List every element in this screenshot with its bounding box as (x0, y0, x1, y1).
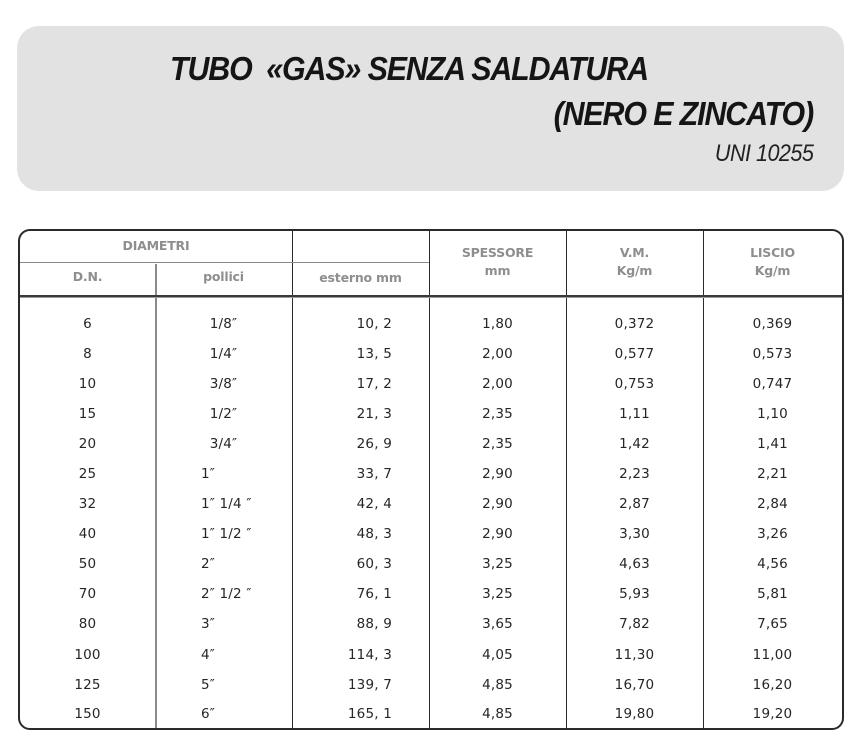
table-cell-esterno: 60, 3 (356, 556, 392, 572)
table-cell-pollici: 1″ 1/4 ″ (201, 496, 252, 512)
table-cell-vm: 1,42 (619, 436, 650, 452)
table-cell-vm: 2,23 (619, 466, 650, 482)
table-cell-pollici: 3″ (201, 616, 216, 632)
table-cell-vm: 4,63 (619, 556, 650, 572)
table-cell-dn: 70 (78, 586, 97, 602)
table-cell-liscio: 0,369 (752, 316, 793, 332)
table-cell-dn: 8 (83, 346, 92, 362)
table-cell-spessore: 2,00 (482, 346, 513, 362)
pipe-spec-table (18, 229, 844, 730)
table-cell-vm: 3,30 (619, 526, 650, 542)
table-cell-esterno: 114, 3 (347, 647, 392, 663)
table-cell-dn: 10 (78, 376, 97, 392)
table-cell-esterno: 42, 4 (356, 496, 392, 512)
table-cell-liscio: 1,41 (757, 436, 788, 452)
table-cell-dn: 150 (74, 706, 101, 722)
table-cell-spessore: 2,90 (482, 526, 513, 542)
table-cell-pollici: 1″ (201, 466, 216, 482)
table-cell-vm: 11,30 (614, 647, 655, 663)
table-cell-dn: 40 (78, 526, 97, 542)
table-cell-vm: 5,93 (619, 586, 650, 602)
table-cell-spessore: 4,85 (482, 677, 513, 693)
table-cell-liscio: 3,26 (757, 526, 788, 542)
table-cell-esterno: 13, 5 (356, 346, 392, 362)
table-cell-spessore: 3,25 (482, 556, 513, 572)
document-subtitle: (NERO E ZINCATO) (553, 95, 813, 132)
table-cell-vm: 2,87 (619, 496, 650, 512)
table-cell-dn: 15 (78, 406, 97, 422)
table-cell-liscio: 2,21 (757, 466, 788, 482)
table-cell-pollici: 4″ (201, 647, 216, 663)
table-cell-pollici: 3/8″ (209, 376, 238, 392)
table-cell-liscio: 4,56 (757, 556, 788, 572)
group-header-diametri: DIAMETRI (122, 238, 190, 253)
table-cell-spessore: 3,25 (482, 586, 513, 602)
standard-reference: UNI 10255 (714, 140, 813, 167)
table-cell-dn: 25 (78, 466, 97, 482)
table-cell-esterno: 88, 9 (356, 616, 392, 632)
table-cell-dn: 50 (78, 556, 97, 572)
table-cell-vm: 7,82 (619, 616, 650, 632)
table-cell-vm: 19,80 (614, 706, 655, 722)
table-cell-esterno: 17, 2 (356, 376, 392, 392)
table-cell-esterno: 48, 3 (356, 526, 392, 542)
table-cell-esterno: 21, 3 (356, 406, 392, 422)
table-cell-dn: 80 (78, 616, 97, 632)
table-cell-spessore: 1,80 (482, 316, 513, 332)
table-cell-pollici: 1/8″ (209, 316, 238, 332)
column-header-liscio: LISCIO Kg/m (750, 245, 795, 278)
table-cell-pollici: 1/4″ (209, 346, 238, 362)
table-cell-pollici: 6″ (201, 706, 216, 722)
table-cell-liscio: 1,10 (757, 406, 788, 422)
table-cell-liscio: 7,65 (757, 616, 788, 632)
table-cell-liscio: 5,81 (757, 586, 788, 602)
table-cell-esterno: 26, 9 (356, 436, 392, 452)
table-cell-liscio: 2,84 (757, 496, 788, 512)
table-cell-esterno: 139, 7 (347, 677, 392, 693)
column-header-spessore: SPESSORE mm (461, 245, 534, 278)
table-cell-dn: 20 (78, 436, 97, 452)
table-cell-vm: 16,70 (614, 677, 655, 693)
table-cell-dn: 32 (78, 496, 97, 512)
table-cell-spessore: 2,35 (482, 406, 513, 422)
table-cell-esterno: 76, 1 (356, 586, 392, 602)
table-cell-spessore: 2,90 (482, 466, 513, 482)
table-cell-spessore: 4,85 (482, 706, 513, 722)
table-cell-dn: 125 (74, 677, 101, 693)
table-cell-pollici: 5″ (201, 677, 216, 693)
table-cell-liscio: 19,20 (752, 706, 793, 722)
table-cell-liscio: 11,00 (752, 647, 793, 663)
column-header-dn: D.N. (72, 269, 103, 284)
group-header-divider (20, 262, 429, 263)
table-cell-esterno: 10, 2 (356, 316, 392, 332)
table-cell-vm: 0,372 (614, 316, 655, 332)
table-cell-liscio: 0,573 (752, 346, 793, 362)
table-cell-liscio: 0,747 (752, 376, 793, 392)
table-cell-spessore: 2,35 (482, 436, 513, 452)
table-cell-vm: 1,11 (619, 406, 650, 422)
table-cell-pollici: 1″ 1/2 ″ (201, 526, 252, 542)
table-cell-esterno: 33, 7 (356, 466, 392, 482)
table-cell-spessore: 3,65 (482, 616, 513, 632)
table-cell-vm: 0,753 (614, 376, 655, 392)
header-bottom-divider (20, 295, 842, 297)
table-cell-vm: 0,577 (614, 346, 655, 362)
table-cell-liscio: 16,20 (752, 677, 793, 693)
table-cell-pollici: 1/2″ (209, 406, 238, 422)
column-header-esterno: esterno mm (319, 270, 402, 285)
table-cell-pollici: 2″ (201, 556, 216, 572)
table-cell-esterno: 165, 1 (347, 706, 392, 722)
table-cell-dn: 6 (83, 316, 92, 332)
column-header-pollici: pollici (203, 269, 244, 284)
table-cell-pollici: 2″ 1/2 ″ (201, 586, 252, 602)
column-header-vm: V.M. Kg/m (616, 245, 653, 278)
document-title: TUBO «GAS» SENZA SALDATURA (170, 50, 648, 87)
table-cell-dn: 100 (74, 647, 101, 663)
column-divider (292, 231, 293, 728)
table-cell-spessore: 2,90 (482, 496, 513, 512)
table-cell-spessore: 2,00 (482, 376, 513, 392)
table-cell-pollici: 3/4″ (209, 436, 238, 452)
table-cell-spessore: 4,05 (482, 647, 513, 663)
